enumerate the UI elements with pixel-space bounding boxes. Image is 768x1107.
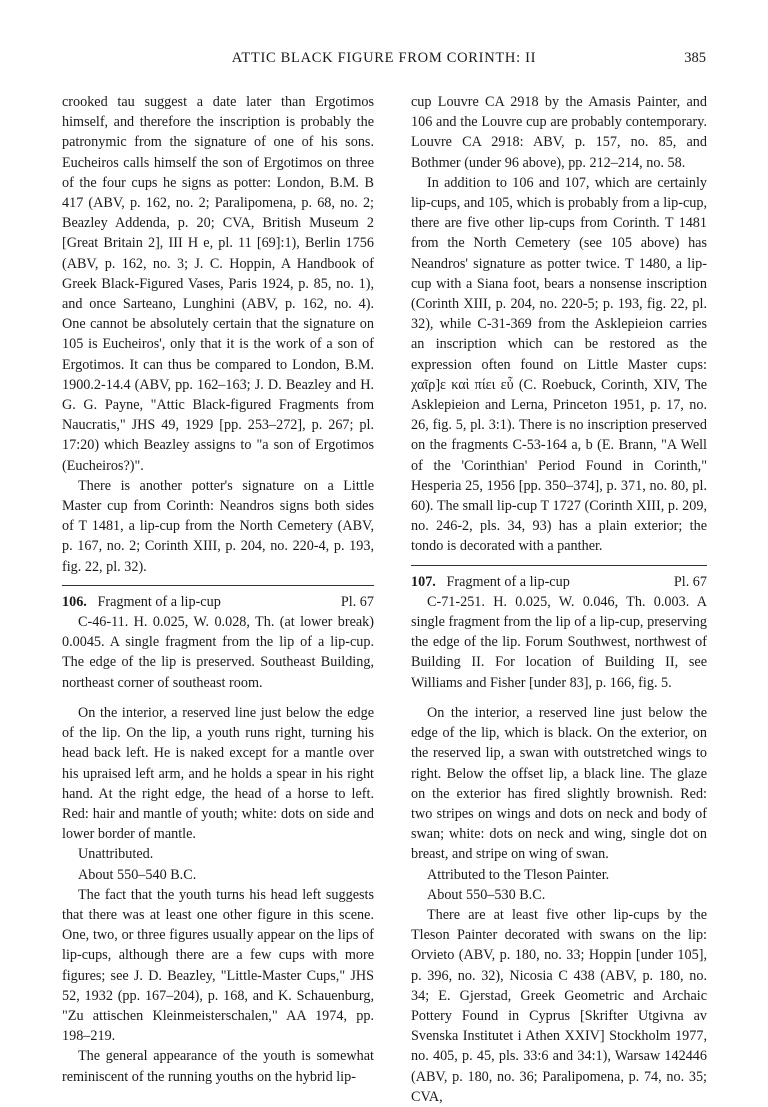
paragraph: On the interior, a reserved line just below the edge of the lip, which is black. On the exterior, on the reserved lip, a swan with outstretched wings to right. Below the offset lip, a black line. The glaze on the exterior has fired slightly brownish. Red: two stripes on wings and dots on neck and body of swan; white: dots on neck and wing, single dot on breast, and stripe on wing of swan. xyxy=(411,704,707,863)
running-title: ATTIC BLACK FIGURE FROM CORINTH: II xyxy=(231,50,537,66)
paragraph: The fact that the youth turns his head left suggests that there was at least one other figure in this scene. One, two, or three figures usually appear on the lips of lip-cups, although there are a few cups with more figures; see J. D. Beazley, "Little-Master Cups," JHS 52, 1932 (pp. 167–204), p. 168, and K. Schauenburg, "Zu attischen Kleinmeisterschalen," AA 1974, pp. 198–219. xyxy=(62,886,374,1045)
entry-heading xyxy=(411,572,707,592)
entry-number: 106. xyxy=(62,593,87,610)
entry-divider xyxy=(411,565,707,566)
paragraph: In addition to 106 and 107, which are certainly lip-cups, and 105, which is probably from a lip-cup, there are five other lip-cups from Corinth. T 1481 from the North Cemetery (see 105 above) has Neandros' signature as potter twice. T 1480, a lip-cup with a Siana foot, bears a nonsense inscription (Corinth XIII, p. 204, no. 220-5; p. 193, fig. 22, pl. 32), while C-31-369 from the Asklepieion carries an inscription which can be restored as the expression often found on Little Master cups: χαῖρ]ε καὶ πίει εὖ (C. Roebuck, Corinth, XIV, The Asklepieion and Lerna, Princeton 1951, p. 17, no. 26, fig. 5, pl. 3:1). There is no inscription preserved on the fragments C-53-164 a, b (E. Brann, "A Well of the 'Corinthian' Period Found in Corinth," Hesperia 25, 1956 [pp. 350–374], p. 371, no. 80, pl. 60). The small lip-cup T 1727 (Corinth XIII, p. 209, no. 246-2, pls. 34, 93) has a plain exterior; the tondo is decorated with a panther. xyxy=(411,174,707,555)
date: About 550–530 B.C. xyxy=(427,886,546,903)
paragraph: The general appearance of the youth is somewhat reminiscent of the running youths on the hybrid lip- xyxy=(62,1048,374,1085)
plate-reference: Pl. 67 xyxy=(340,593,374,610)
paragraph: On the interior, a reserved line just below the edge of the lip. On the lip, a youth runs right, turning his head back left. He is naked except for a mantle over his upraised left arm, and he holds a spear in his right hand. At the right edge, the head of a horse to left. Red: hair and mantle of youth; white: dots on side and lower border of mantle. xyxy=(62,704,374,843)
paragraph: There are at least five other lip-cups by the Tleson Painter decorated with swans on the lip: Orvieto (ABV, p. 180, no. 33; Hoppin [under 105], p. 396, no. 32), Nicosia C 438 (ABV, p. 180, no. 34; E. Gjerstad, Greek Geometric and Archaic Pottery Found in Cyprus [Skrifter Utgivna av Svenska Institutet i Athen XXIV] Stockholm 1977, no. 405, p. 45, pls. 33:6 and 34:1), Warsaw 142446 (ABV, p. 180, no. 36; Paralipomena, p. 74, no. 35; CVA, xyxy=(411,906,707,1105)
attribution: Attributed to the Tleson Painter. xyxy=(427,866,610,883)
entry-description: C-46-11. H. 0.025, W. 0.028, Th. (at lower break) 0.0045. A single fragment from the lip of a lip-cup. The edge of the lip is preserved. Southeast Building, northeast corner of southeast room. xyxy=(62,614,374,691)
paragraph: cup Louvre CA 2918 by the Amasis Painter, and 106 and the Louvre cup are probably contemporary. Louvre CA 2918: ABV, p. 157, no. 85, and Bothmer (under 96 above), pp. 212–214, no. 58. xyxy=(411,94,707,171)
entry-heading xyxy=(62,592,374,612)
entry-description: C-71-251. H. 0.025, W. 0.046, Th. 0.003. A single fragment from the lip of a lip-cup, preserving the edge of the lip. Forum Southwest, northwest of Building II. For location of Building II, see Williams and Fisher [under 83], p. 166, fig. 5. xyxy=(411,593,707,691)
paragraph: crooked tau suggest a date later than Ergotimos himself, and therefore the inscription is probably the patronymic from the signature of one of his sons. Eucheiros calls himself the son of Ergotimos on three of the four cups he signs as potter: London, B.M. B 417 (ABV, p. 162, no. 2; Paralipomena, p. 68, no. 2; Beazley Addenda, p. 20; CVA, British Museum 2 [Great Britain 2], III H e, pl. 11 [69]:1), Berlin 1756 (ABV, p. 162, no. 3; J. C. Hoppin, A Handbook of Greek Black-Figured Vases, Paris 1924, p. 85, no. 1), and once Sarteano, Lunghini (ABV, p. 162, no. 4). One cannot be absolutely certain that the signature on 105 is Eucheiros', only that it is the work of a son of Ergotimos. It can thus be compared to London, B.M. 1900.2-14.4 (ABV, pp. 162–163; J. D. Beazley and H. G. G. Payne, "Attic Black-figured Fragments from Naucratis," JHS 49, 1929 [pp. 253–272], p. 267; pl. 17:20) which Beazley assigns to "a son of Ergotimos (Eucheiros?)". xyxy=(62,94,374,474)
left-column xyxy=(62,92,374,1087)
paragraph: There is another potter's signature on a Little Master cup from Corinth: Neandros signs both sides of T 1481, a lip-cup from the North Cemetery (ABV, p. 167, no. 2; Corinth XIII, p. 204, no. 220-4, p. 193, fig. 22, pl. 32). xyxy=(62,477,374,575)
entry-title: Fragment of a lip-cup xyxy=(97,593,221,610)
entry-107 xyxy=(411,565,707,693)
entry-divider xyxy=(62,585,374,586)
attribution: Unattributed. xyxy=(78,846,154,863)
entry-number: 107. xyxy=(411,573,436,590)
page-number: 385 xyxy=(684,50,706,66)
entry-title: Fragment of a lip-cup xyxy=(446,573,570,590)
running-header xyxy=(62,50,706,70)
entry-106 xyxy=(62,585,374,693)
right-column xyxy=(411,92,707,1107)
plate-reference: Pl. 67 xyxy=(673,573,707,590)
date: About 550–540 B.C. xyxy=(78,866,197,883)
